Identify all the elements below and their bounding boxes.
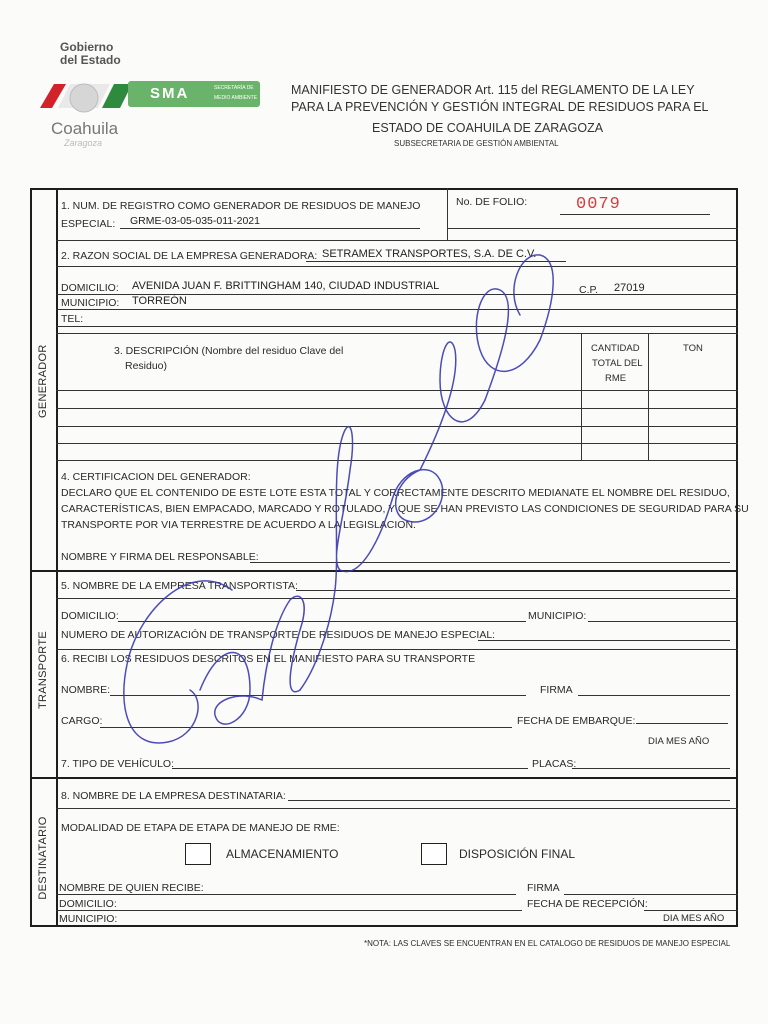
- trans-domicilio-label: DOMICILIO:: [61, 610, 119, 622]
- trans-dia-mes: DIA MES AÑO: [648, 736, 710, 747]
- logo-gov-line1: Gobierno: [60, 40, 114, 54]
- trans-nombre-line: [110, 695, 526, 696]
- section-label-generador: GENERADOR: [37, 344, 49, 418]
- sma-sub1: SECRETARÍA DE: [214, 85, 254, 91]
- trans-municipio-line: [588, 621, 738, 622]
- flag-shield-icon: [40, 76, 136, 120]
- domicilio-value: AVENIDA JUAN F. BRITTINGHAM 140, CIUDAD INDUSTRIAL: [132, 280, 440, 292]
- section-divider-vertical: [56, 188, 58, 927]
- table-row-5: [56, 460, 738, 461]
- field-1-label-a: 1. NUM. DE REGISTRO COMO GENERADOR DE RESIDUOS DE MANEJO: [61, 200, 421, 212]
- folio-line-2: [448, 228, 738, 229]
- cp-value: 27019: [614, 282, 645, 294]
- cargo-line: [100, 727, 512, 728]
- table-row-4: [56, 443, 738, 444]
- row-line-2: [56, 266, 738, 267]
- municipio-line: [56, 309, 738, 310]
- section-label-transporte: TRANSPORTE: [37, 631, 49, 709]
- cantidad-label-c: RME: [605, 373, 627, 384]
- dest-firma-label: FIRMA: [527, 882, 560, 894]
- cantidad-label-b: TOTAL DEL: [592, 358, 643, 369]
- header-sub: SUBSECRETARIA DE GESTIÓN AMBIENTAL: [394, 139, 559, 148]
- header-line1: MANIFIESTO DE GENERADOR Art. 115 del REGLAMENTO DE LA LEY: [291, 83, 695, 97]
- row-line-3: [56, 333, 738, 334]
- domicilio-label: DOMICILIO:: [61, 282, 119, 294]
- logo-state-sub: Zaragoza: [64, 138, 103, 148]
- fecha-embarque-line: [636, 723, 728, 724]
- field-3-label-b: Residuo): [125, 360, 168, 372]
- placas-label: PLACAS:: [532, 758, 577, 770]
- almacenamiento-label: ALMACENAMIENTO: [226, 847, 339, 861]
- table-col-1: [581, 333, 582, 460]
- autorizacion-label: NUMERO DE AUTORIZACIÓN DE TRANSPORTE DE RESIDUOS DE MANEJO ESPECIAL:: [61, 629, 496, 641]
- header-line2: PARA LA PREVENCIÓN Y GESTIÓN INTEGRAL DE RESIDUOS PARA EL: [291, 100, 709, 114]
- razon-line: [306, 261, 566, 262]
- firma-responsable-line: [250, 562, 730, 563]
- placas-line: [572, 768, 730, 769]
- section-label-destinatario: DESTINATARIO: [37, 816, 49, 900]
- folio-divider: [447, 188, 448, 240]
- trans-firma-label: FIRMA: [540, 684, 573, 696]
- field-4-line3: TRANSPORTE POR VIA TERRESTRE DE ACUERDO A LA LEGISLACION.: [61, 519, 416, 531]
- municipio-label: MUNICIPIO:: [61, 297, 120, 309]
- fecha-recepcion-label: FECHA DE RECEPCIÓN:: [527, 898, 648, 910]
- almacenamiento-checkbox[interactable]: [185, 843, 211, 865]
- vehiculo-line: [172, 768, 528, 769]
- row-line-1: [56, 240, 738, 241]
- sma-label: SMA: [150, 85, 190, 102]
- field-3-label-a: 3. DESCRIPCIÓN (Nombre del residuo Clave del: [114, 345, 344, 357]
- dest-domicilio-line: [56, 910, 522, 911]
- folio-line: [560, 214, 710, 215]
- tel-line: [56, 326, 738, 327]
- trans-domicilio-line: [118, 621, 526, 622]
- firma-responsable-label: NOMBRE Y FIRMA DEL RESPONSABLE:: [61, 551, 259, 563]
- tel-label: TEL:: [61, 313, 84, 325]
- recibe-line: [56, 894, 516, 895]
- disposicion-final-label: DISPOSICIÓN FINAL: [459, 847, 576, 861]
- cargo-label: CARGO:: [61, 715, 103, 727]
- razon-social-value: SETRAMEX TRANSPORTES, S.A. DE C.V.: [322, 248, 537, 260]
- field-4-line1: DECLARO QUE EL CONTENIDO DE ESTE LOTE ESTA TOTAL Y CORRECTAMENTE DESCRITO MEDIANATE EL NOMBRE DEL RESIDUO,: [61, 487, 730, 499]
- cantidad-label-a: CANTIDAD: [591, 343, 640, 354]
- ton-label: TON: [683, 343, 703, 354]
- field-1-label-b: ESPECIAL:: [61, 218, 116, 230]
- registro-line: [120, 228, 420, 229]
- municipio-value: TORREÓN: [132, 295, 187, 307]
- table-row-1: [56, 390, 738, 391]
- table-row-3: [56, 426, 738, 427]
- transportista-line: [296, 590, 730, 591]
- trans-nombre-label: NOMBRE:: [61, 684, 111, 696]
- header-line3: ESTADO DE COAHUILA DE ZARAGOZA: [372, 121, 604, 135]
- sma-sub2: MEDIO AMBIENTE: [214, 95, 258, 101]
- field-8-label: 8. NOMBRE DE LA EMPRESA DESTINATARIA:: [61, 790, 286, 802]
- field-5-label: 5. NOMBRE DE LA EMPRESA TRANSPORTISTA:: [61, 580, 298, 592]
- recibe-label: NOMBRE DE QUIEN RECIBE:: [59, 882, 204, 894]
- logo-state: Coahuila: [51, 119, 119, 138]
- autorizacion-line: [478, 640, 730, 641]
- row-line-5: [56, 598, 738, 599]
- disposicion-final-checkbox[interactable]: [421, 843, 447, 865]
- cp-label: C.P.: [579, 284, 599, 296]
- field-7-label: 7. TIPO DE VEHÍCULO:: [61, 758, 175, 770]
- row-line-6: [56, 649, 738, 650]
- folio-number: 0079: [576, 195, 621, 214]
- table-col-2: [648, 333, 649, 460]
- destinataria-line: [288, 800, 730, 801]
- fecha-recepcion-line: [644, 910, 738, 911]
- logo-gov-line2: del Estado: [60, 53, 121, 67]
- field-6-label: 6. RECIBI LOS RESIDUOS DESCRITOS EN EL MANIFIESTO PARA SU TRANSPORTE: [61, 653, 476, 665]
- footer-note: *NOTA: LAS CLAVES SE ENCUENTRAN EN EL CATALOGO DE RESIDUOS DE MANEJO ESPECIAL: [364, 939, 731, 948]
- table-row-2: [56, 408, 738, 409]
- modalidad-label: MODALIDAD DE ETAPA DE ETAPA DE MANEJO DE RME:: [61, 822, 340, 834]
- folio-label: No. DE FOLIO:: [456, 196, 528, 208]
- dest-dia-mes: DIA MES AÑO: [663, 913, 725, 924]
- dest-firma-line: [564, 894, 738, 895]
- dest-municipio-label: MUNICIPIO:: [59, 913, 118, 925]
- section-divider-1: [30, 570, 738, 572]
- field-4-line2: CARACTERÍSTICAS, BIEN EMPACADO, MARCADO Y ROTULADO, Y QUE SE HAN PREVISTO LAS CONDICIONES DE SEGURIDAD PARA SU: [61, 503, 749, 515]
- row-line-8: [56, 808, 738, 809]
- trans-municipio-label: MUNICIPIO:: [528, 610, 587, 622]
- fecha-embarque-label: FECHA DE EMBARQUE:: [517, 715, 636, 727]
- trans-firma-line: [578, 695, 730, 696]
- field-4-title: 4. CERTIFICACION DEL GENERADOR:: [61, 471, 251, 483]
- section-divider-2: [30, 777, 738, 779]
- field-2-label: 2. RAZON SOCIAL DE LA EMPRESA GENERADORA:: [61, 250, 318, 262]
- registro-value: GRME-03-05-035-011-2021: [130, 215, 260, 227]
- dest-domicilio-label: DOMICILIO:: [59, 898, 117, 910]
